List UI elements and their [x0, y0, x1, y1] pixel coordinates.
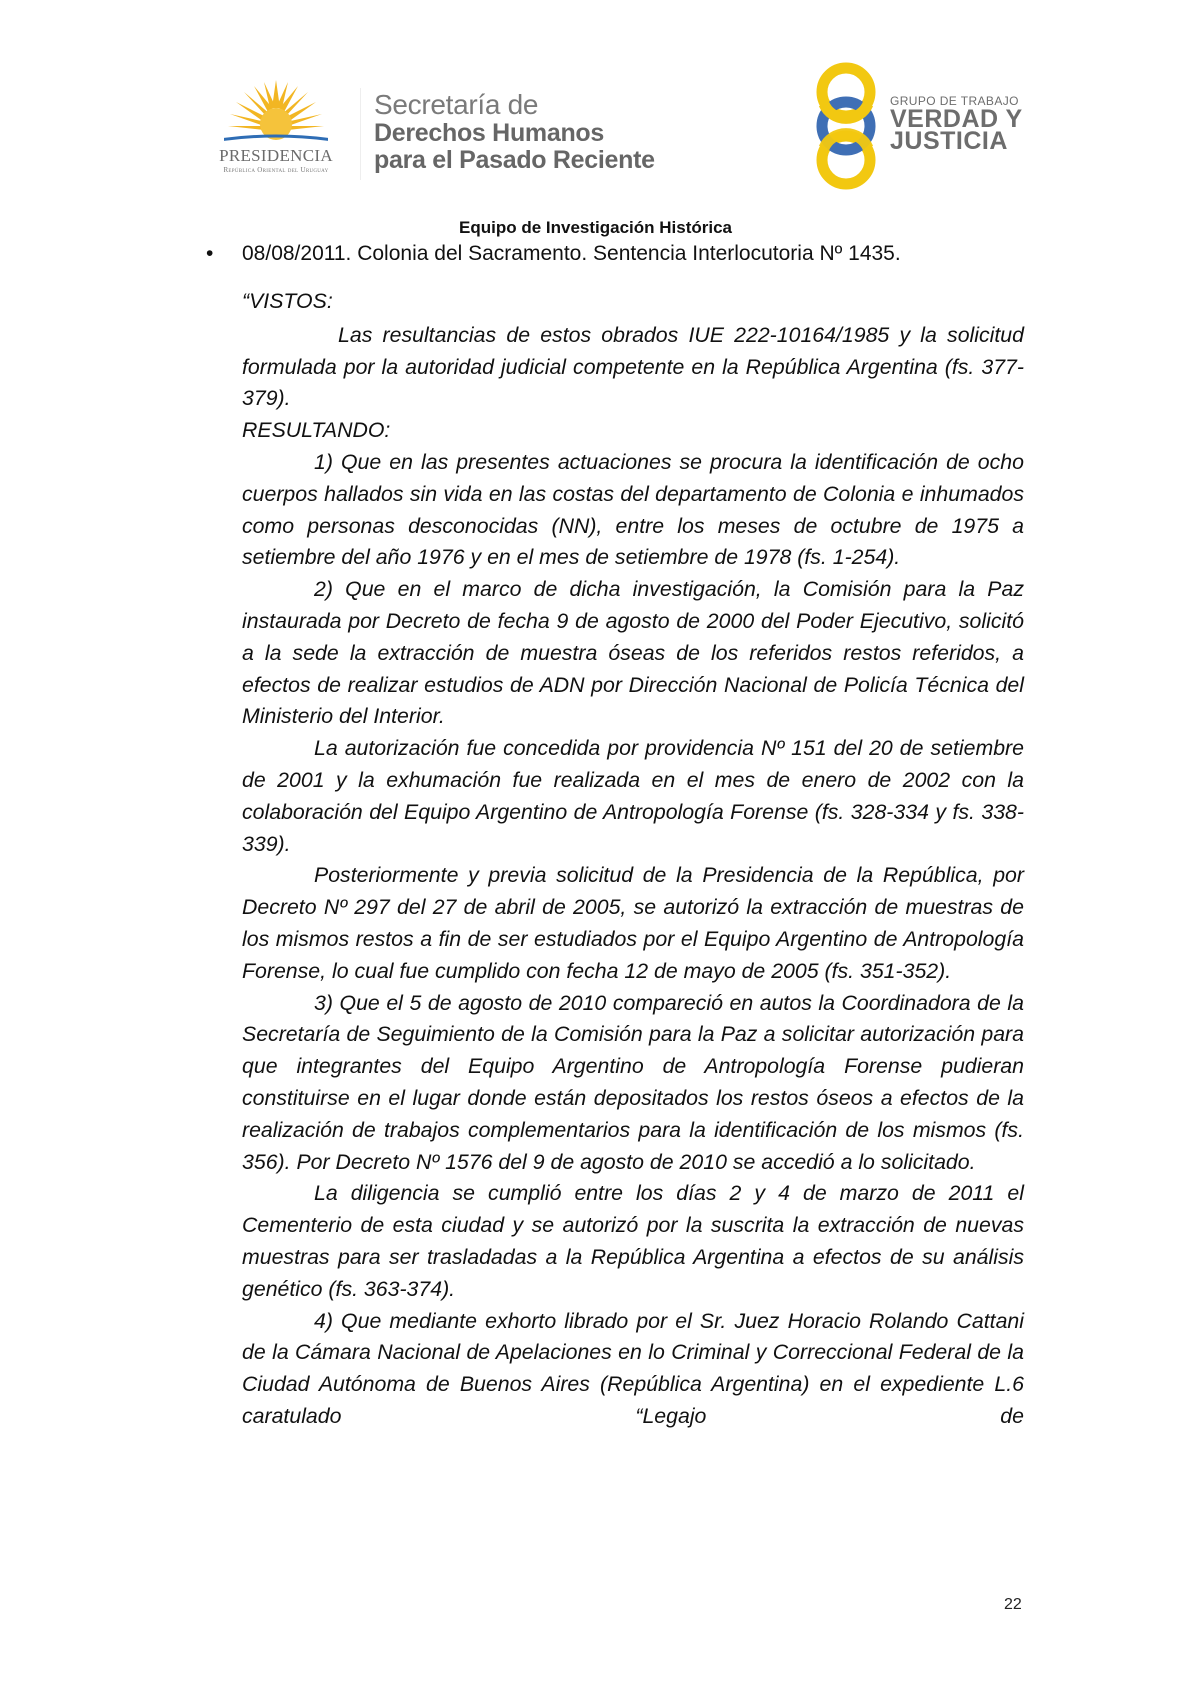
paragraph: 2) Que en el marco de dicha investigación, la Comisión para la Paz instaurada por Decreto de fecha 9 de agosto de 2000 del Poder Ejecutivo, solicitó a la sede la extracción de muestra óseas de los referidos restos referidos, a efectos de realizar estudios de ADN por Dirección Nacional de Policía Técnica del Ministerio del Interior.: [242, 577, 1024, 729]
page-number: 22: [1004, 1596, 1022, 1613]
grupo-line1: GRUPO DE TRABAJO: [890, 94, 1019, 108]
secretaria-line1: Secretaría de: [374, 89, 539, 120]
grupo-line3: JUSTICIA: [890, 127, 1008, 155]
secretaria-logo-text: [374, 90, 655, 174]
bullet-item: [206, 242, 901, 266]
paragraph: 3) Que el 5 de agosto de 2010 compareció en autos la Coordinadora de la Secretaría de Seguimiento de la Comisión para la Paz a solicitar autorización para que integrantes del Equipo Argentino de Antropología Forense pudieran constituirse en el lugar donde están depositados los restos óseos a efectos de la realización de trabajos complementarios para la identificación de los mismos (fs. 356). Por Decreto Nº 1576 del 9 de agosto de 2010 se accedió a lo solicitado.: [242, 990, 1024, 1174]
presidencia-title: PRESIDENCIA: [219, 146, 333, 165]
paragraph: 4) Que mediante exhorto librado por el Sr. Juez Horacio Rolando Cattani de la Cámara Nacional de Apelaciones en lo Criminal y Correccional Federal de la Ciudad Autónoma de Buenos Aires (República Argentina) en el expediente L.6 caratulado “Legajo de: [242, 1308, 1024, 1428]
linked-rings-icon: [810, 62, 890, 192]
vistos-heading: “VISTOS:: [242, 289, 333, 313]
page-header: [0, 0, 1191, 210]
sun-icon: [224, 78, 328, 148]
paragraph: La autorización fue concedida por providencia Nº 151 del 20 de setiembre de 2001 y la exhumación fue realizada en el mes de enero de 2002 con la colaboración del Equipo Argentino de Antropología Forense (fs. 328-334 y fs. 338-339).: [242, 736, 1024, 856]
grupo-text: [890, 94, 1023, 155]
paragraph: Las resultancias de estos obrados IUE 222-10164/1985 y la solicitud formulada por la autoridad judicial competente en la República Argentina (fs. 377-379).: [242, 322, 1024, 411]
grupo-line2: VERDAD Y: [890, 105, 1023, 133]
team-title: Equipo de Investigación Histórica: [459, 218, 732, 237]
resultando-heading: RESULTANDO:: [242, 418, 391, 443]
logo-divider: [360, 88, 361, 180]
paragraph: Posteriormente y previa solicitud de la Presidencia de la República, por Decreto Nº 297 del 27 de abril de 2005, se autorizó la extracción de muestras de los mismos restos a fin de ser estudiados por el Equipo Argentino de Antropología Forense, lo cual fue cumplido con fecha 12 de mayo de 2005 (fs. 351-352).: [242, 863, 1024, 983]
presidencia-subtitle: República Oriental del Uruguay: [223, 166, 329, 174]
bullet-text: 08/08/2011. Colonia del Sacramento. Sentencia Interlocutoria Nº 1435.: [242, 242, 901, 265]
paragraph: 1) Que en las presentes actuaciones se procura la identificación de ocho cuerpos hallados sin vida en las costas del departamento de Colonia e inhumados como personas desconocidas (NN), entre los meses de octubre de 1975 a setiembre del año 1976 y en el mes de setiembre de 1978 (fs. 1-254).: [242, 449, 1024, 570]
bullet-icon: •: [206, 242, 214, 265]
grupo-verdad-justicia-logo: [810, 62, 1030, 192]
paragraph: La diligencia se cumplió entre los días 2 y 4 de marzo de 2011 el Cementerio de esta ciudad y se autorizó por la suscrita la extracción de nuevas muestras para ser trasladadas a la República Argentina a efectos de su análisis genético (fs. 363-374).: [242, 1181, 1024, 1301]
presidencia-logo: [196, 78, 356, 178]
secretaria-line3: para el Pasado Reciente: [374, 146, 655, 174]
document-body: [242, 286, 1024, 1433]
secretaria-line2: Derechos Humanos: [374, 119, 604, 147]
